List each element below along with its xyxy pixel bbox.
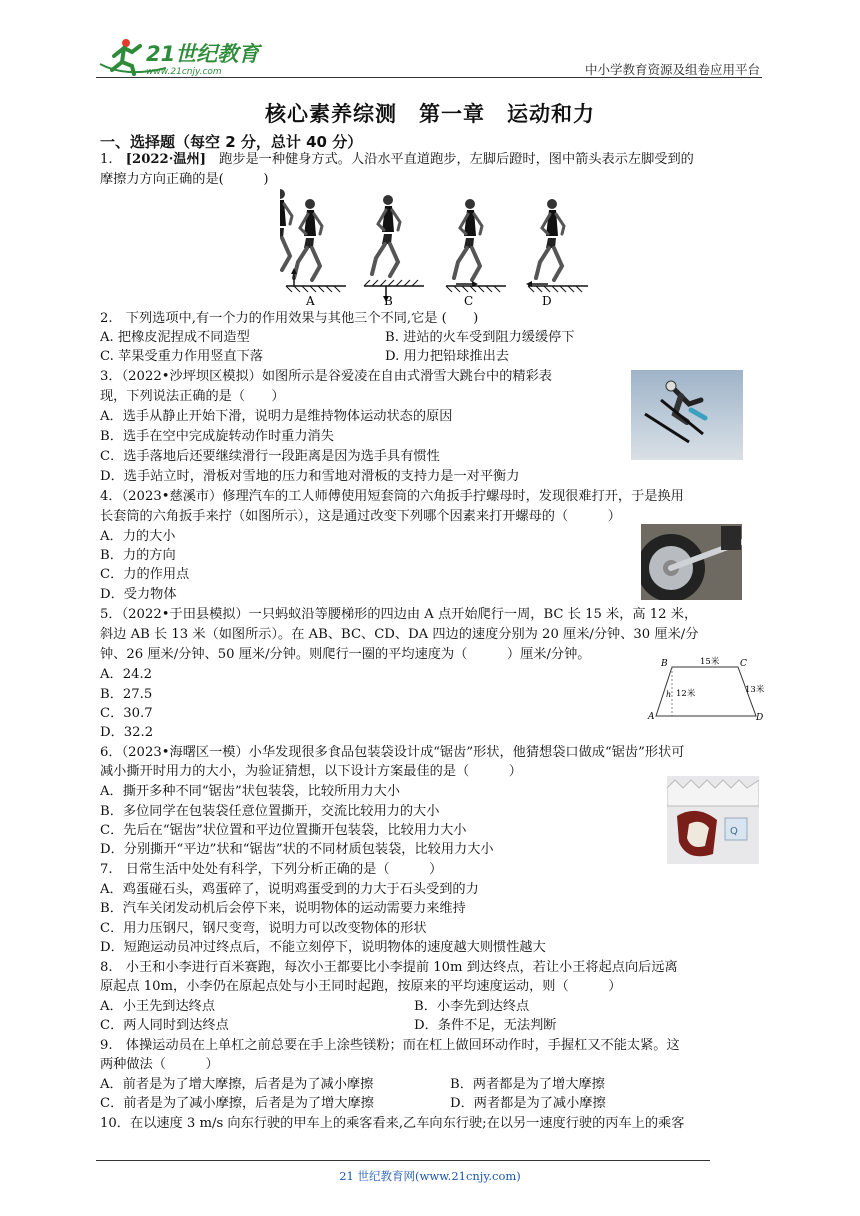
svg-text:Q: Q (730, 826, 738, 837)
fig-label-d: D (542, 294, 552, 308)
skier-photo (631, 370, 743, 460)
q5-line3: 钟、26 厘米/分钟、50 厘米/分钟。则爬行一圈的平均速度为（ ）厘米/分钟。 (100, 647, 591, 662)
q8-line1: 8. 小王和小李进行百米赛跑，每次小王都要比小李提前 10m 到达终点，若让小王将起点向后远离 (100, 960, 678, 975)
section-heading: 一、选择题（每空 2 分，总计 40 分） (100, 133, 363, 151)
footer-divider (96, 1160, 710, 1161)
q2-option-b: B. 进站的火车受到阻力缓缓停下 (385, 330, 575, 345)
site-logo (96, 34, 266, 80)
q9-option-d: D．两者都是为了减小摩擦 (450, 1096, 606, 1111)
q5-line1: 5．（2022•于田县模拟）一只蚂蚁沿等腰梯形的四边由 A 点开始爬行一周，BC 长 15 米，高 12 米， (100, 607, 698, 622)
q5-option-b: B．27.5 (100, 687, 153, 702)
svg-text:D: D (756, 713, 764, 723)
q1-line2: 摩擦力方向正确的是( ) (100, 172, 269, 187)
q8-line2: 原起点 10m，小李仍在原起点处与小王同时起跑，按原来的平均速度运动，则（ ） (100, 979, 622, 994)
q3-line2: 现，下列说法正确的是（ ） (100, 389, 285, 404)
q9-line1: 9. 体操运动员在上单杠之前总要在手上涂些镁粉；而在杠上做回环动作时，手握杠又不能太紧。这 (100, 1038, 680, 1053)
q6-option-a: A．撕开多种不同“锯齿”状包装袋，比较所用力大小 (100, 784, 400, 799)
q4-option-b: B．力的方向 (100, 548, 176, 563)
package-photo (667, 776, 759, 864)
q4-option-d: D．受力物体 (100, 587, 177, 602)
q2-option-d: D. 用力把铅球推出去 (385, 349, 509, 364)
q9-option-a: A．前者是为了增大摩擦，后者是为了减小摩擦 (100, 1077, 374, 1092)
q6-option-d: D．分别撕开“平边”状和“锯齿”状的不同材质包装袋，比较用力大小 (100, 842, 494, 857)
q4-line1: 4．（2023•慈溪市）修理汽车的工人师傅使用短套筒的六角扳手拧螺母时，发现很难打开，于是换用 (100, 489, 684, 504)
q7-option-b: B．汽车关闭发动机后会停下来，说明物体的运动需要力来维持 (100, 901, 466, 916)
svg-text:15米: 15米 (700, 657, 720, 667)
q6-option-b: B．多位同学在包装袋任意位置撕开，交流比较用力的大小 (100, 804, 440, 819)
q7-stem: 7. 日常生活中处处有科学，下列分析正确的是（ ） (100, 862, 443, 877)
svg-text:h: h (666, 690, 672, 699)
svg-text:13米: 13米 (745, 685, 765, 695)
q4-option-c: C．力的作用点 (100, 567, 190, 582)
q9-option-c: C．前者是为了减小摩擦，后者是为了增大摩擦 (100, 1096, 374, 1111)
wheel-wrench-icon (641, 526, 741, 600)
q2-stem: 2. 下列选项中,有一个力的作用效果与其他三个不同,它是 ( ) (100, 311, 479, 326)
svg-text:12米: 12米 (676, 689, 696, 699)
runner-icon (280, 189, 292, 270)
fig-label-a: A (306, 294, 315, 308)
q7-option-c: C．用力压钢尺，钢尺变弯，说明力可以改变物体的形状 (100, 921, 427, 936)
q8-option-a: A．小王先到达终点 (100, 999, 216, 1014)
q3-option-d: D．选手站立时，滑板对雪地的压力和雪地对滑板的支持力是一对平衡力 (100, 469, 520, 484)
page-title: 核心素养综测 第一章 运动和力 (265, 102, 595, 126)
q10-line1: 10．在以速度 3 m/s 向东行驶的甲车上的乘客看来,乙车向东行驶;在以另一速度行驶的丙车上的乘客 (100, 1116, 685, 1131)
q3-option-a: A．选手从静止开始下滑，说明力是维持物体运动状态的原因 (100, 409, 453, 424)
svg-text:21世纪教育: 21世纪教育 (146, 42, 260, 66)
q7-option-d: D．短跑运动员冲过终点后，不能立刻停下，说明物体的速度越大则惯性越大 (100, 940, 546, 955)
wrench-photo (641, 524, 742, 600)
q9-option-b: B．两者都是为了增大摩擦 (450, 1077, 605, 1092)
snack-bag-icon (667, 780, 759, 856)
q1-runners-figure (280, 188, 590, 310)
trapezoid-figure (646, 653, 766, 725)
q8-option-b: B．小李先到达终点 (414, 999, 530, 1014)
q9-line2: 两种做法（ ） (100, 1057, 219, 1072)
footer-link[interactable]: 21 世纪教育网(www.21cnjy.com) (339, 1169, 521, 1183)
fig-label-c: C (464, 294, 474, 308)
skier-icon (645, 381, 705, 442)
q2-option-c: C. 苹果受重力作用竖直下落 (100, 349, 264, 364)
q1-line1: 1. [2022·温州] 跑步是一种健身方式。人沿水平直道跑步，左脚后蹬时，图中箭头表示左脚受到的 (100, 152, 694, 167)
svg-text:C: C (740, 659, 747, 669)
q3-option-c: C．选手落地后还要继续滑行一段距离是因为选手具有惯性 (100, 449, 440, 464)
q5-line2: 斜边 AB 长 13 米（如图所示）。在 AB、BC、CD、DA 四边的速度分别为 20 厘米/分钟、30 厘米/分 (100, 627, 699, 642)
q6-line1: 6．（2023•海曙区一模）小华发现很多食品包装袋设计成“锯齿”形状，他猜想袋口做成“锯齿”形状可 (100, 745, 685, 760)
fig-label-b: B (384, 294, 393, 308)
q7-option-a: A．鸡蛋碰石头，鸡蛋碎了，说明鸡蛋受到的力大于石头受到的力 (100, 882, 479, 897)
svg-text:A: A (648, 712, 655, 722)
q5-option-a: A．24.2 (100, 667, 153, 682)
q8-option-c: C．两人同时到达终点 (100, 1018, 229, 1033)
svg-text:www.21cnjy.com: www.21cnjy.com (146, 67, 222, 77)
q4-line2: 长套筒的六角扳手来拧（如图所示），这是通过改变下列哪个因素来打开螺母的（ ） (100, 509, 621, 524)
q4-option-a: A．力的大小 (100, 529, 176, 544)
q5-option-d: D．32.2 (100, 725, 154, 740)
header-platform-text: 中小学教育资源及组卷应用平台 (584, 62, 760, 77)
q8-option-d: D．条件不足，无法判断 (414, 1018, 557, 1033)
q6-line2: 减小撕开时用力的大小，为验证猜想，以下设计方案最佳的是（ ） (100, 764, 522, 779)
q3-line1: 3．（2022•沙坪坝区模拟）如图所示是谷爱凌在自由式滑雪大跳台中的精彩表 (100, 369, 552, 384)
q6-option-c: C．先后在“锯齿”状位置和平边位置撕开包装袋，比较用力大小 (100, 823, 467, 838)
header-divider (96, 77, 762, 78)
svg-text:B: B (661, 659, 668, 669)
q5-option-c: C．30.7 (100, 706, 153, 721)
q2-option-a: A. 把橡皮泥捏成不同造型 (100, 330, 250, 345)
q3-option-b: B．选手在空中完成旋转动作时重力消失 (100, 429, 334, 444)
